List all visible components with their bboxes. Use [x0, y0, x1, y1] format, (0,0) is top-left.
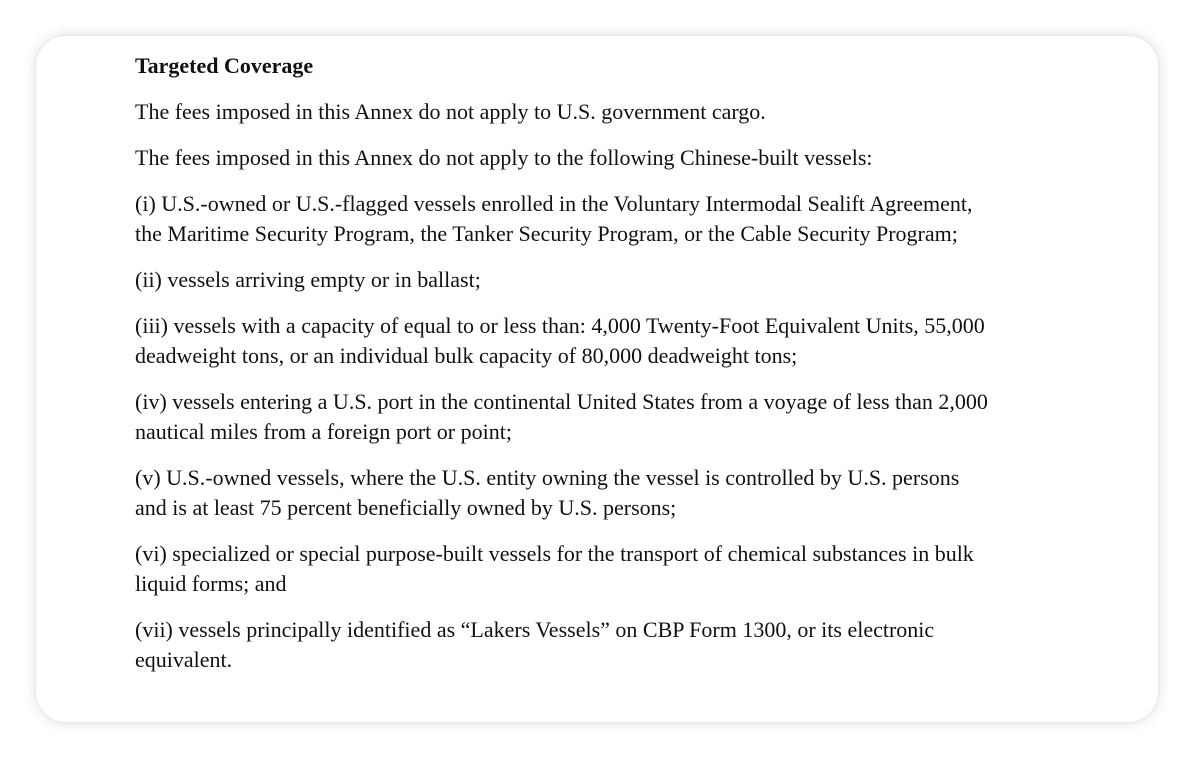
- document-card: [36, 36, 1158, 722]
- paragraph-government-cargo: The fees imposed in this Annex do not apply to U.S. government cargo.: [135, 99, 766, 124]
- exemption-item-vii: (vii) vessels principally identified as “Lakers Vessels” on CBP Form 1300, or its electronic equivalent.: [135, 617, 935, 672]
- paragraph-exemptions-intro: The fees imposed in this Annex do not apply to the following Chinese-built vessels:: [135, 145, 873, 170]
- exemption-item-vi: (vi) specialized or special purpose-built vessels for the transport of chemical substances in bulk liquid forms; and: [135, 541, 974, 596]
- exemption-item-iv: (iv) vessels entering a U.S. port in the continental United States from a voyage of less than 2,000 nautical miles from a foreign port or point;: [135, 389, 988, 444]
- exemption-item-i: (i) U.S.-owned or U.S.-flagged vessels enrolled in the Voluntary Intermodal Sealift Agreement, the Maritime Security Program, the Tanker Security Program, or the Cable Security Program;: [135, 191, 973, 246]
- document-content: [135, 51, 1115, 691]
- exemption-item-ii: (ii) vessels arriving empty or in ballast;: [135, 267, 481, 292]
- exemption-item-v: (v) U.S.-owned vessels, where the U.S. entity owning the vessel is controlled by U.S. persons and is at least 75 percent beneficially owned by U.S. persons;: [135, 465, 960, 520]
- exemption-item-iii: (iii) vessels with a capacity of equal to or less than: 4,000 Twenty-Foot Equivalent Units, 55,000 deadweight tons, or an individual bulk capacity of 80,000 deadweight tons;: [135, 313, 985, 368]
- section-heading: Targeted Coverage: [135, 53, 314, 78]
